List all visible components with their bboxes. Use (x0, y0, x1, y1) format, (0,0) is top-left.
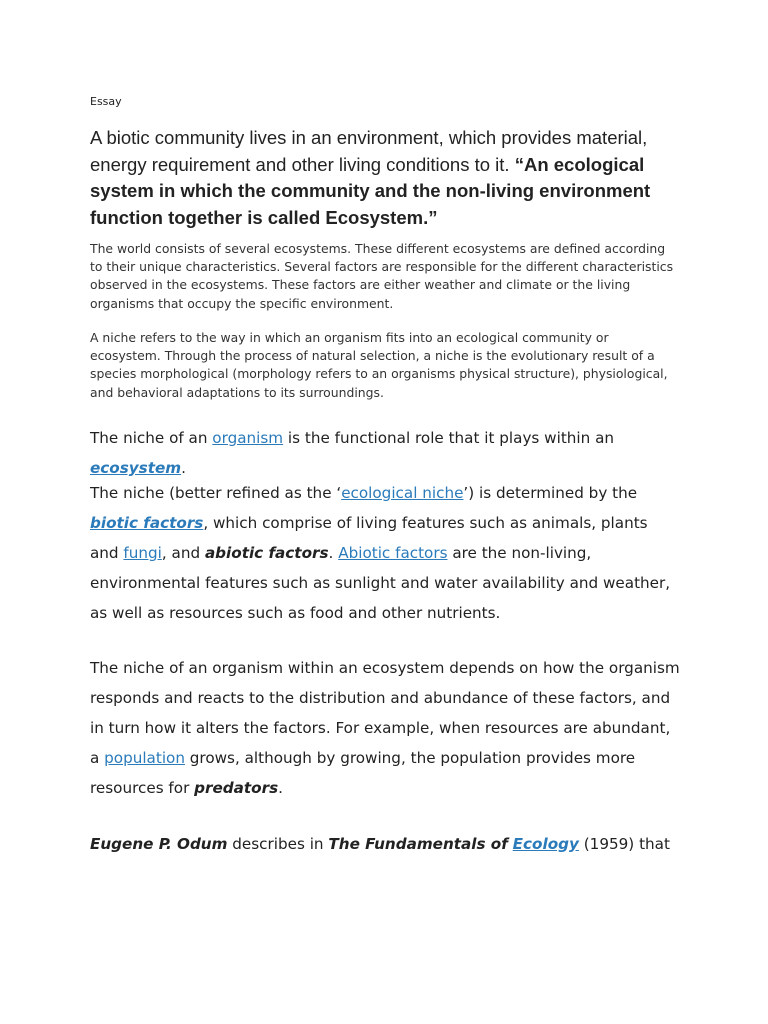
text: grows, although by growing, the population provides more resources for (90, 749, 636, 797)
paragraph-odum (90, 829, 680, 859)
text: ’) is determined by the (463, 484, 638, 502)
paragraph-niche-dependence (90, 653, 680, 803)
lead-quote: “An ecological system in which the community and the non-living environment function together is called Ecosystem.” (90, 153, 651, 228)
text: , and (161, 544, 205, 562)
link-ecosystem[interactable]: ecosystem (90, 459, 182, 477)
link-population[interactable]: population (104, 749, 185, 767)
text: . (278, 779, 283, 797)
text: , which comprise of living features such as animals, plants and (90, 514, 648, 562)
text: are the non-living, environmental features such as sunlight and water availability and weather, as well as resources such as food and other nutrients. (90, 544, 671, 622)
emphasis-book-title: The Fundamentals of (328, 835, 508, 853)
emphasis-author: Eugene P. Odum (90, 835, 228, 853)
link-abiotic-factors[interactable]: Abiotic factors (338, 544, 448, 562)
link-biotic-factors[interactable]: biotic factors (90, 514, 204, 532)
paragraph-niche-definition: A niche refers to the way in which an organism fits into an ecological community or ecosystem. Through the process of natural selection, a niche is the evolutionary result of a species morphological (morphology refers to an organisms physical structure), physiological, and behavioral adaptations to its surroundings. (90, 330, 668, 400)
text: . (328, 544, 339, 562)
emphasis-predators: predators (194, 779, 279, 797)
paragraph-niche-role (90, 423, 680, 483)
text: is the functional role that it plays within an (283, 429, 614, 447)
text: The niche of an organism within an ecosystem depends on how the organism responds and reacts to the distribution and abundance of these factors, and in turn how it alters the factors. For example, when resources are abundant, a (90, 659, 680, 767)
paragraph-ecosystems: The world consists of several ecosystems. These different ecosystems are defined according to their unique characteristics. Several factors are responsible for the different characteristics observed in the ecosystems. These factors are either weather and climate or the living organisms that occupy the specific environment. (90, 241, 674, 311)
link-fungi[interactable]: fungi (123, 544, 162, 562)
text: (1959) that (578, 835, 670, 853)
lead-text: A biotic community lives in an environment, which provides material, energy requirement and other living conditions to it. (90, 127, 648, 175)
text: The niche (better refined as the ‘ (90, 484, 342, 502)
link-organism[interactable]: organism (212, 429, 284, 447)
emphasis-abiotic-factors: abiotic factors (204, 544, 329, 562)
link-ecological-niche[interactable]: ecological niche (341, 484, 464, 502)
lead-paragraph (90, 125, 680, 231)
paragraph-niche-factors (90, 478, 680, 628)
text: The niche of an (90, 429, 213, 447)
text: describes in (227, 835, 329, 853)
link-ecology[interactable]: Ecology (512, 835, 579, 853)
document-label: Essay (90, 95, 122, 108)
text: . (181, 459, 186, 477)
